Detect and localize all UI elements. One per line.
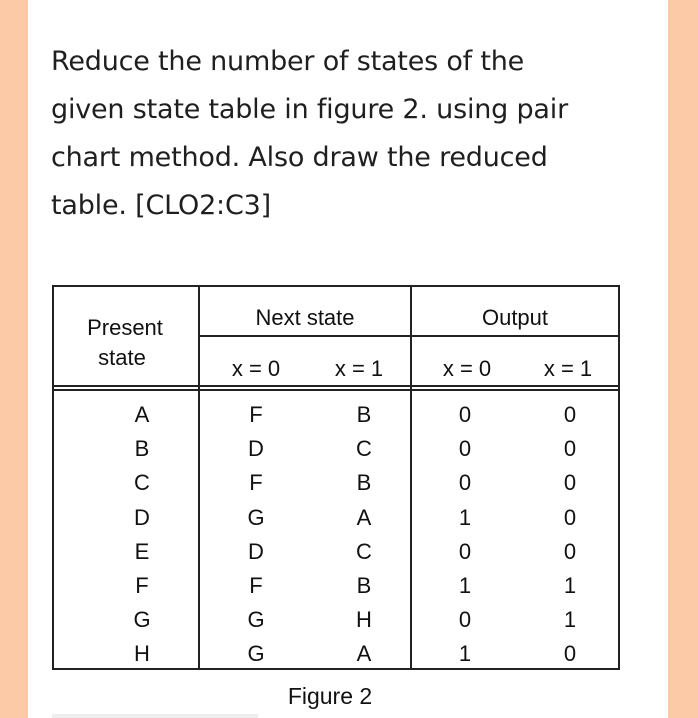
table-cell: 0 xyxy=(563,504,577,530)
col-divider-next xyxy=(410,285,412,670)
table-cell: A xyxy=(356,504,372,530)
table-cell: 0 xyxy=(458,538,472,564)
output-x1-column xyxy=(550,398,590,672)
table-cell: D xyxy=(134,504,150,530)
table-cell: 0 xyxy=(563,641,577,667)
table-cell: D xyxy=(248,538,264,564)
question-line: chart method. Also draw the reduced xyxy=(51,142,548,173)
figure-caption: Figure 2 xyxy=(287,683,373,709)
table-cell: C xyxy=(356,538,372,564)
table-cell: 0 xyxy=(458,436,472,462)
table-left-border xyxy=(52,285,54,670)
table-cell: H xyxy=(134,641,150,667)
output-x0-column xyxy=(445,398,485,672)
header-next-x1: x = 1 xyxy=(334,356,384,381)
table-cell: G xyxy=(133,607,151,633)
table-cell: 1 xyxy=(563,607,577,633)
table-cell: 0 xyxy=(458,607,472,633)
table-cell: B xyxy=(356,572,372,598)
table-cell: B xyxy=(356,470,372,496)
present-state-column xyxy=(122,398,162,672)
next-x0-column xyxy=(236,398,276,672)
table-cell: G xyxy=(247,607,265,633)
header-present: Present xyxy=(87,315,163,340)
subheader-divider xyxy=(198,335,620,337)
col-divider-present xyxy=(198,285,200,670)
table-right-border xyxy=(618,285,620,670)
header-next-state: Next state xyxy=(255,305,355,330)
question-text xyxy=(51,38,611,230)
divider xyxy=(52,714,258,718)
header-state: state xyxy=(98,345,146,370)
table-cell: E xyxy=(134,538,150,564)
question-line: Reduce the number of states of the xyxy=(51,46,525,77)
table-cell: 1 xyxy=(563,572,577,598)
header-divider xyxy=(52,385,620,387)
table-cell: 1 xyxy=(458,572,472,598)
table-cell: B xyxy=(134,436,150,462)
table-cell: D xyxy=(248,436,264,462)
header-next-x0: x = 0 xyxy=(231,356,281,381)
table-cell: H xyxy=(356,607,372,633)
next-x1-column xyxy=(344,398,384,672)
header-out-x0: x = 0 xyxy=(442,356,492,381)
table-cell: C xyxy=(134,470,150,496)
header-out-x1: x = 1 xyxy=(543,356,593,381)
table-top-border xyxy=(52,285,620,287)
state-table xyxy=(52,285,620,670)
table-cell: F xyxy=(249,402,263,427)
table-cell: C xyxy=(356,436,372,462)
table-cell: 1 xyxy=(458,504,472,530)
table-cell: F xyxy=(135,572,149,598)
table-cell: B xyxy=(356,402,372,427)
table-cell: 0 xyxy=(563,538,577,564)
header-output: Output xyxy=(481,305,549,330)
table-cell: 0 xyxy=(563,436,577,462)
table-cell: A xyxy=(134,402,150,427)
header-divider-2 xyxy=(52,389,620,391)
table-cell: A xyxy=(356,641,372,667)
table-cell: 0 xyxy=(563,470,577,496)
table-cell: 0 xyxy=(458,470,472,496)
table-cell: F xyxy=(249,572,263,598)
table-cell: 1 xyxy=(458,641,472,667)
table-cell: G xyxy=(247,641,265,667)
table-cell: G xyxy=(247,504,265,530)
question-line: given state table in figure 2. using pair xyxy=(51,94,568,125)
table-cell: F xyxy=(249,470,263,496)
table-cell: 0 xyxy=(563,402,577,427)
table-cell: 0 xyxy=(458,402,472,427)
question-line: table. [CLO2:C3] xyxy=(51,190,271,221)
